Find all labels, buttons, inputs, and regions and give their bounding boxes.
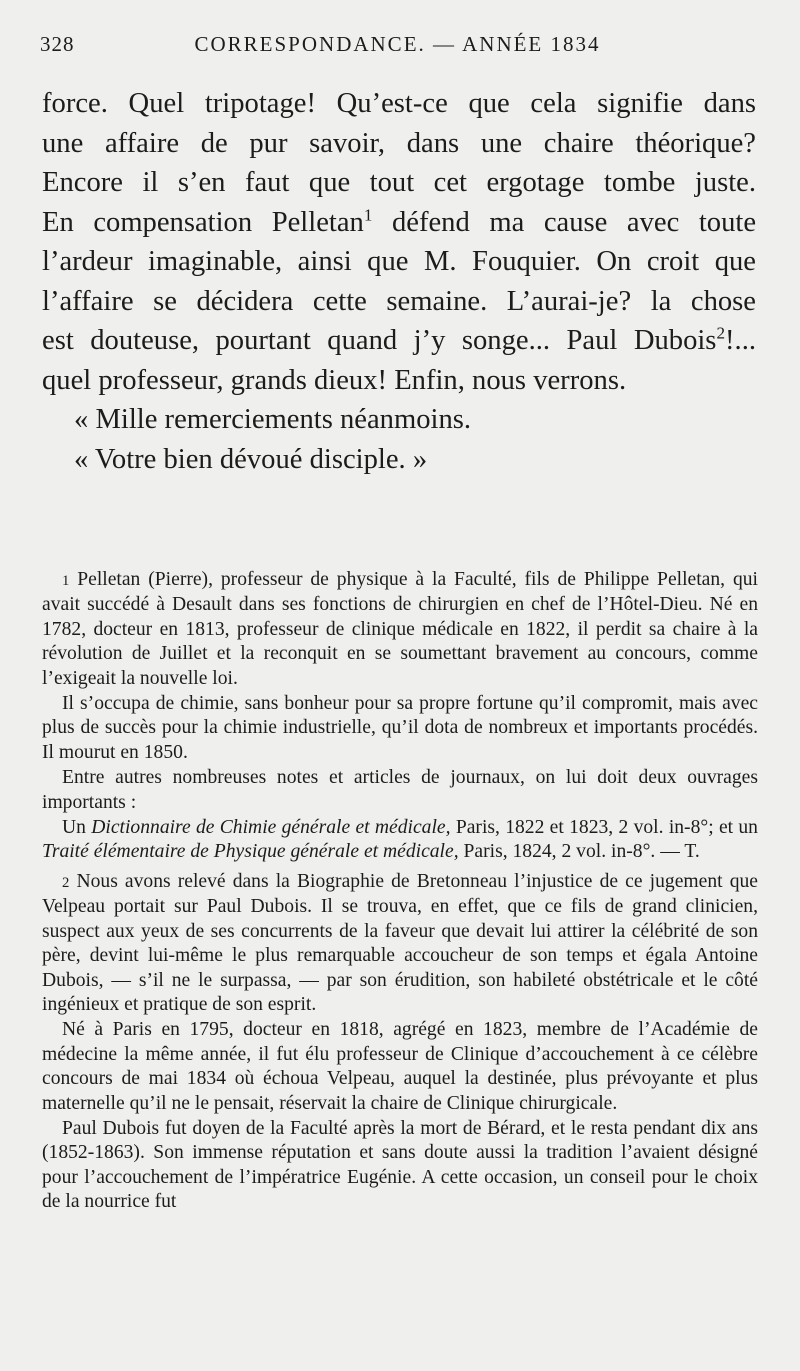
footnote-paragraph xyxy=(42,816,758,865)
text-fragment: défend ma cause avec toute xyxy=(372,206,757,238)
book-title: Traité élémentaire de Physique générale et médicale, xyxy=(42,841,459,863)
letter-text xyxy=(42,84,756,479)
footnote-text: Nous avons relevé dans la Biographie de Bretonneau l’injustice de ce jugement que Velpeau portait sur Paul Dubois. Il se trouva, en effet, que ce fils de grand clinicien, suspect aux yeux de ses concurrents de la faveur que devait lui attirer la célébrité de son père, devint lui-même le plus remarquable accoucheur de son temps et égala Antoine Dubois, — s’il ne le surpassa, — par son érudition, son habileté obstétricale et le côté ingénieux et pratique de son esprit. xyxy=(42,870,758,1015)
text-fragment: En compensation Pelletan xyxy=(42,206,364,238)
footnote-ref-2: 2 xyxy=(716,323,726,343)
footnotes xyxy=(42,568,758,1216)
footnote-mark: 2 xyxy=(62,874,70,891)
text-line: l’ardeur imaginable, ainsi que M. Fouquier. On croit que xyxy=(42,246,756,277)
text-line: l’affaire se décidera cette semaine. L’aurai-je? la chose xyxy=(42,285,756,317)
text-line: « Mille remerciements néanmoins. xyxy=(74,404,472,435)
text-line xyxy=(42,321,756,361)
text-line: « Votre bien dévoué disciple. » xyxy=(74,443,428,475)
page-number: 328 xyxy=(40,32,75,56)
text-fragment: est douteuse, pourtant quand j’y songe... Paul Dubois xyxy=(42,325,717,356)
text-line: quel professeur, grands dieux! Enfin, nous verrons. xyxy=(42,364,627,396)
text-fragment: !... xyxy=(725,325,756,356)
footnote-paragraph: Né à Paris en 1795, docteur en 1818, agrégé en 1823, membre de l’Académie de médecine la même année, il fut élu professeur de Clinique d’accouchement à ce célèbre concours de mai 1834 où échoua Velpeau, auquel la destinée, plus prévoyante et plus maternelle qu’il ne le pensait, réservait la chaire de Clinique chirurgicale. xyxy=(42,1019,758,1114)
text-fragment: Un xyxy=(62,817,92,839)
text-line: Encore il s’en faut que tout cet ergotage tombe juste. xyxy=(42,167,756,198)
footnote-paragraph: Il s’occupa de chimie, sans bonheur pour sa propre fortune qu’il compromit, mais avec plus de succès pour la chimie industrielle, qu’il dota de nombreux et importants procédés. Il mourut en 1850. xyxy=(42,693,758,763)
text-fragment: Paris, 1824, 2 vol. in-8°. — T. xyxy=(458,841,700,863)
footnote-ref-1: 1 xyxy=(363,204,373,224)
text-line: une affaire de pur savoir, dans une chaire théorique? xyxy=(42,127,756,159)
footnote-2 xyxy=(42,870,758,1017)
footnote-paragraph: Entre autres nombreuses notes et articles de journaux, on lui doit deux ouvrages importants : xyxy=(42,767,758,813)
footnote-paragraph: Paul Dubois fut doyen de la Faculté après la mort de Bérard, et le resta pendant dix ans (1852-1863). Son immense réputation et sans doute aussi la tradition l’avaient désigné pour l’accouchement de l’impératrice Eugénie. A cette occasion, un conseil pour le choix de la nourrice fut xyxy=(42,1117,758,1213)
footnote-1 xyxy=(42,568,758,691)
footnote-text: Pelletan (Pierre), professeur de physique à la Faculté, fils de Philippe Pelletan, qui avait succédé à Desault dans ses fonctions de chirurgien en chef de l’Hôtel-Dieu. Né en 1782, docteur en 1813, professeur de clinique médicale en 1822, il perdit sa chaire à la révolution de Juillet et la reconquit en se soumettant bravement au concours, comme l’exigeait la nouvelle loi. xyxy=(42,569,758,689)
running-title: CORRESPONDANCE. — ANNÉE 1834 xyxy=(194,32,601,56)
footnote-mark: 1 xyxy=(62,573,70,589)
text-line: force. Quel tripotage! Qu’est-ce que cela signifie dans xyxy=(42,88,756,119)
text-line xyxy=(42,203,756,243)
book-title: Dictionnaire de Chimie générale et médicale, xyxy=(91,817,451,839)
text-fragment: Paris, 1822 et 1823, 2 vol. in-8°; et un xyxy=(450,817,758,839)
